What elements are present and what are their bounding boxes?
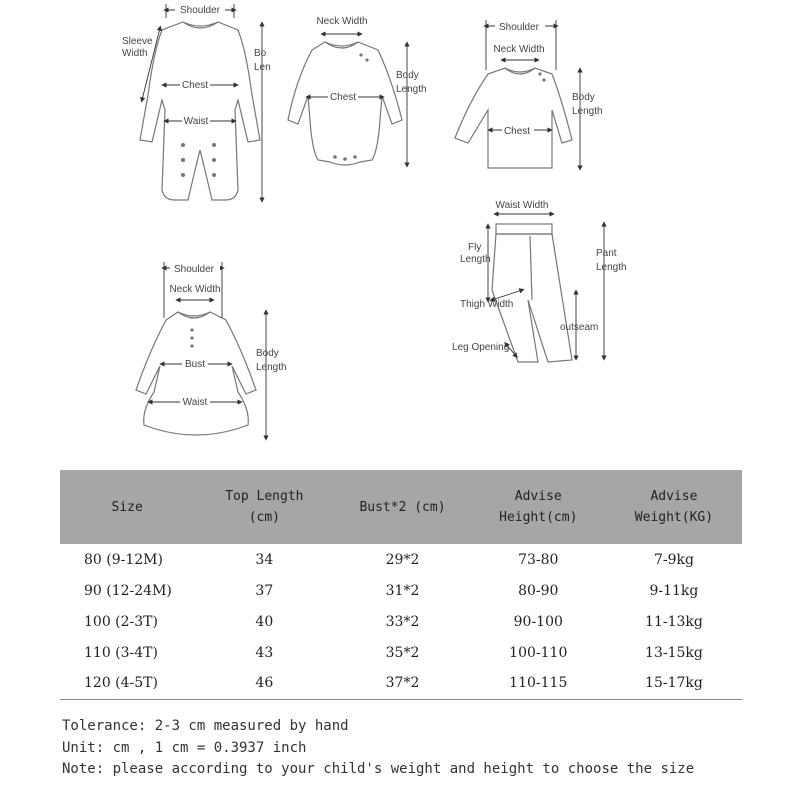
dress-bust-label: Bust [184, 359, 206, 370]
header-advise-height: Advise Height(cm) [499, 489, 578, 525]
size-chart-table [60, 470, 742, 700]
cell-height: 110-115 [509, 675, 568, 692]
choose-size-note: Note: please according to your child's weight and height to choose the size [62, 761, 695, 777]
svg-text:Length: Length [460, 254, 491, 265]
cell-weight: 7-9kg [653, 551, 694, 568]
cell-weight: 11-13kg [645, 613, 703, 630]
svg-text:Width: Width [122, 48, 148, 59]
cell-size: 100 (2-3T) [84, 613, 158, 630]
pants-thigh-width-label: Thigh Width [460, 299, 514, 310]
cell-size: 80 (9-12M) [84, 551, 163, 568]
svg-text:Length: Length [396, 84, 427, 95]
top-shoulder-label: Shoulder [498, 22, 540, 33]
cell-height: 73-80 [518, 551, 559, 568]
svg-text:Length: Length [256, 362, 287, 373]
cell-top-length: 46 [255, 675, 274, 692]
bodysuit-chest-label: Chest [329, 92, 357, 103]
cell-bust: 35*2 [385, 644, 420, 661]
cell-bust: 37*2 [385, 675, 420, 692]
table-row [60, 575, 742, 606]
pants-pant-length-label: Pant [596, 248, 617, 259]
cell-size: 120 (4-5T) [84, 675, 158, 692]
top-outline [455, 68, 572, 168]
pants-waist-width-label: Waist Width [495, 200, 549, 211]
romper-diagram [122, 2, 271, 200]
cell-bust: 29*2 [385, 551, 420, 568]
pants-diagram [452, 200, 627, 362]
top-neck-width-label: Neck Width [493, 44, 545, 55]
dress-neck-width-label: Neck Width [169, 284, 221, 295]
romper-outline [140, 22, 260, 200]
cell-size: 110 (3-4T) [84, 644, 158, 661]
svg-text:Len: Len [254, 62, 271, 73]
romper-shoulder-label: Shoulder [179, 5, 221, 16]
bodysuit-outline [288, 42, 402, 165]
header-bust: Bust*2 (cm) [359, 499, 446, 515]
cell-weight: 9-11kg [649, 582, 699, 599]
top-diagram [455, 19, 603, 168]
table-row [60, 637, 742, 668]
svg-text:Length: Length [572, 106, 603, 117]
romper-chest-label: Chest [181, 80, 209, 91]
header-advise-weight: Advise Weight(KG) [634, 489, 714, 525]
cell-height: 100-110 [509, 644, 568, 661]
cell-height: 90-100 [513, 613, 563, 630]
header-size: Size [111, 499, 143, 515]
pants-outseam-label: outseam [560, 322, 599, 333]
svg-text:Length: Length [596, 262, 627, 273]
dress-waist-label: Waist [182, 397, 208, 408]
cell-bust: 31*2 [385, 582, 420, 599]
dress-shoulder-label: Shoulder [173, 264, 215, 275]
table-header-row [60, 470, 742, 544]
size-notes [62, 716, 694, 781]
bodysuit-neck-width-label: Neck Width [316, 16, 368, 27]
top-chest-label: Chest [503, 126, 531, 137]
cell-size: 90 (12-24M) [84, 582, 172, 599]
bodysuit-body-length-label: Body [396, 70, 419, 81]
tolerance-note: Tolerance: 2-3 cm measured by hand [62, 718, 349, 734]
cell-weight: 15-17kg [645, 675, 703, 692]
cell-height: 80-90 [518, 582, 559, 599]
pants-fly-length-label: Fly [468, 242, 482, 253]
table-row [60, 668, 742, 699]
top-body-length-label: Body [572, 92, 595, 103]
table-row [60, 606, 742, 637]
table-row [60, 544, 742, 575]
cell-top-length: 40 [255, 613, 274, 630]
romper-sleeve-width-label: Sleeve [122, 36, 153, 47]
dress-outline [136, 312, 256, 435]
cell-bust: 33*2 [385, 613, 420, 630]
cell-top-length: 43 [255, 644, 274, 661]
cell-weight: 13-15kg [645, 644, 703, 661]
header-top-length: Top Length (cm) [225, 489, 304, 525]
cell-top-length: 34 [255, 551, 274, 568]
romper-body-length-label: Bo [254, 48, 267, 59]
unit-note: Unit: cm , 1 cm = 0.3937 inch [62, 739, 307, 756]
cell-top-length: 37 [255, 582, 274, 599]
dress-body-length-label: Body [256, 348, 279, 359]
dress-diagram [136, 261, 287, 438]
bodysuit-diagram [288, 16, 427, 165]
pants-leg-opening-label: Leg Opening [452, 342, 510, 353]
romper-waist-label: Waist [183, 116, 209, 127]
